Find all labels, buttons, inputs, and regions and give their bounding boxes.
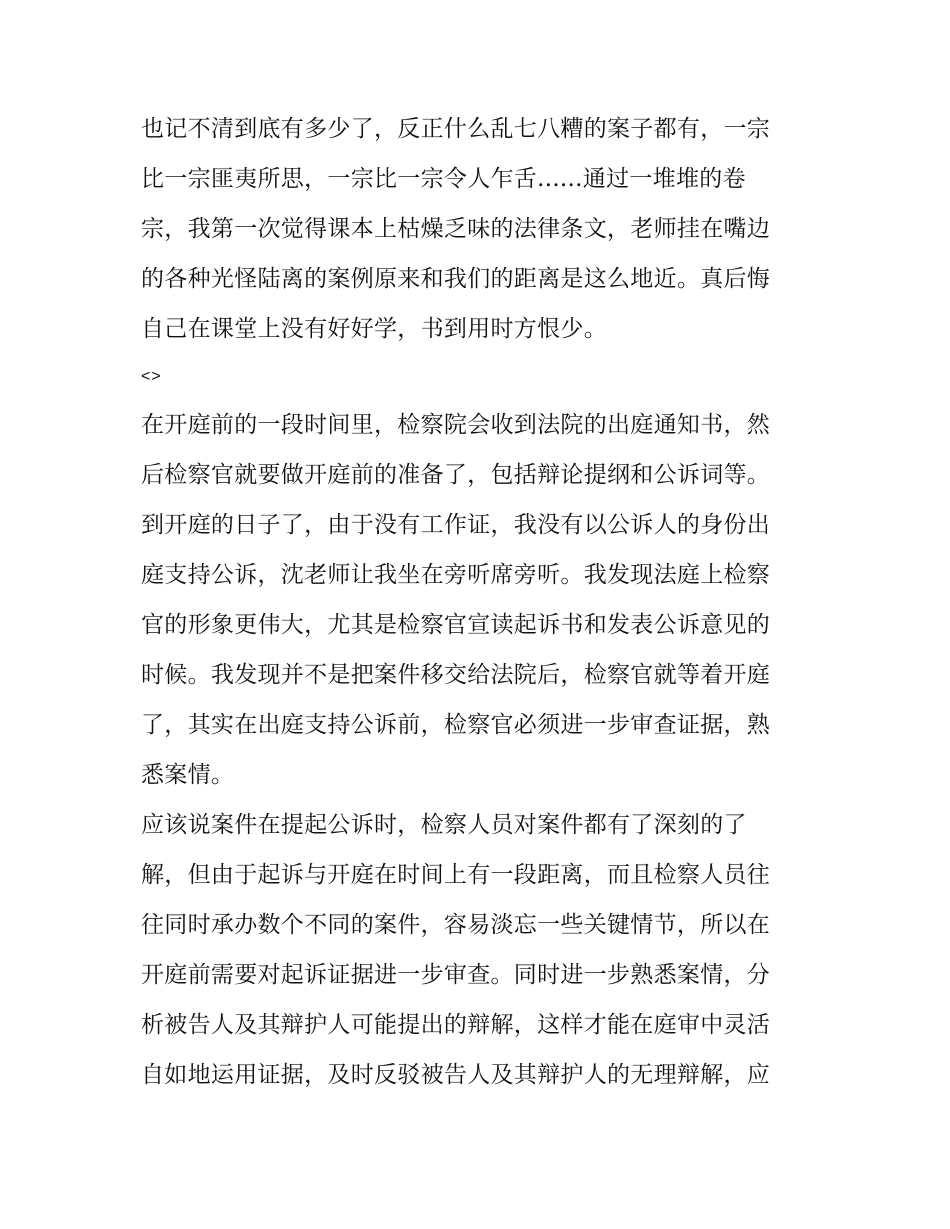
text-line: 解，但由于起诉与开庭在时间上有一段距离，而且检察人员往 <box>141 862 771 888</box>
text-line: 了，其实在出庭支持公诉前，检察官必须进一步审查证据，熟 <box>141 712 771 738</box>
text-line: 在开庭前的一段时间里，检察院会收到法院的出庭通知书，然 <box>141 412 771 438</box>
text-line: 到开庭的日子了，由于没有工作证，我没有以公诉人的身份出 <box>141 512 771 538</box>
text-line: 后检察官就要做开庭前的准备了，包括辩论提纲和公诉词等。 <box>141 462 771 488</box>
text-line: 官的形象更伟大，尤其是检察官宣读起诉书和发表公诉意见的 <box>141 612 771 638</box>
text-line: 时候。我发现并不是把案件移交给法院后，检察官就等着开庭 <box>141 662 771 688</box>
section-marker: <> <box>141 368 162 385</box>
text-line: 开庭前需要对起诉证据进一步审查。同时进一步熟悉案情，分 <box>141 962 771 988</box>
text-line: 庭支持公诉，沈老师让我坐在旁听席旁听。我发现法庭上检察 <box>141 562 771 588</box>
text-line: 宗，我第一次觉得课本上枯燥乏味的法律条文，老师挂在嘴边 <box>141 216 771 242</box>
text-line: 比一宗匪夷所思，一宗比一宗令人乍舌......通过一堆堆的卷 <box>141 166 746 192</box>
text-line: 的各种光怪陆离的案例原来和我们的距离是这么地近。真后悔 <box>141 266 771 292</box>
text-line: 悉案情。 <box>141 762 235 788</box>
text-line: 也记不清到底有多少了，反正什么乱七八糟的案子都有，一宗 <box>141 116 771 142</box>
text-line: 自如地运用证据，及时反驳被告人及其辩护人的无理辩解，应 <box>141 1062 771 1088</box>
text-line: 应该说案件在提起公诉时，检察人员对案件都有了深刻的了 <box>141 812 747 838</box>
text-line: 往同时承办数个不同的案件，容易淡忘一些关键情节，所以在 <box>141 912 771 938</box>
text-line: 析被告人及其辩护人可能提出的辩解，这样才能在庭审中灵活 <box>141 1012 771 1038</box>
text-line: 自己在课堂上没有好好学，书到用时方恨少。 <box>141 316 607 342</box>
